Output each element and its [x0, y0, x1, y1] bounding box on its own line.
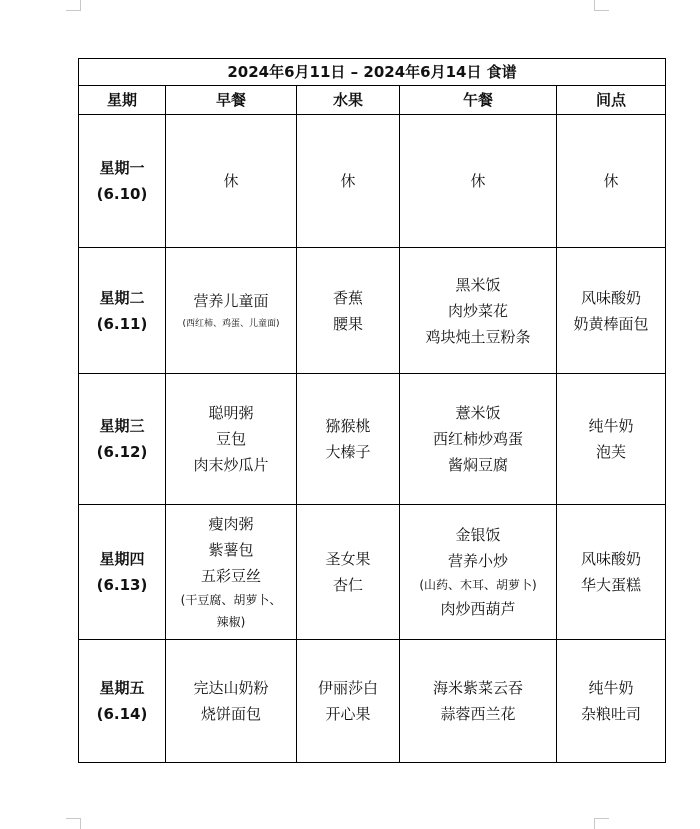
- snack-item: 奶黄棒面包: [573, 314, 649, 333]
- breakfast-cell: [166, 248, 297, 374]
- snack-item: 泡芙: [596, 443, 627, 461]
- snack-item: 华大蛋糕: [581, 576, 642, 594]
- fruit-cell: [297, 115, 400, 248]
- breakfast-cell: [166, 374, 297, 505]
- snack-item: 风味酸奶: [581, 550, 642, 568]
- lunch-item: 休: [470, 172, 486, 190]
- breakfast-item: 豆包: [215, 430, 246, 448]
- day-date: (6.10): [96, 185, 148, 203]
- fruit-item: 伊丽莎白: [317, 679, 378, 697]
- lunch-cell: [400, 640, 557, 763]
- snack-cell: [557, 505, 666, 640]
- lunch-item: 蒜蓉西兰花: [440, 705, 516, 723]
- fruit-item: 香蕉: [332, 288, 363, 307]
- snack-item: 风味酸奶: [581, 288, 642, 307]
- menu-title: 2024年6月11日 – 2024年6月14日 食谱: [79, 59, 666, 86]
- snack-item: 纯牛奶: [588, 679, 634, 697]
- snack-cell: [557, 374, 666, 505]
- breakfast-item: 肉末炒瓜片: [193, 456, 269, 474]
- day-cell: [79, 374, 166, 505]
- lunch-item: 鸡块炖土豆粉条: [425, 327, 531, 346]
- lunch-cell: [400, 248, 557, 374]
- day-cell: [79, 505, 166, 640]
- corner-mark-top-right: [594, 0, 609, 11]
- header-day: 星期: [79, 86, 166, 115]
- breakfast-note: (西红柿、鸡蛋、儿童面): [182, 318, 280, 329]
- day-name: 星期三: [99, 417, 145, 435]
- day-date: (6.14): [96, 705, 148, 723]
- day-name: 星期五: [99, 679, 145, 697]
- header-snack: 间点: [557, 86, 666, 115]
- breakfast-item: 营养儿童面: [193, 291, 269, 310]
- header-fruit: 水果: [297, 86, 400, 115]
- day-cell: [79, 248, 166, 374]
- lunch-cell: [400, 505, 557, 640]
- snack-item: 杂粮吐司: [581, 705, 642, 723]
- breakfast-item: 五彩豆丝: [200, 567, 261, 585]
- day-date: (6.12): [96, 443, 148, 461]
- table-row: [79, 115, 666, 248]
- table-row: [79, 505, 666, 640]
- day-name: 星期一: [99, 159, 145, 177]
- header-breakfast: 早餐: [166, 86, 297, 115]
- day-cell: [79, 115, 166, 248]
- breakfast-note: (干豆腐、胡萝卜、辣椒): [180, 593, 282, 629]
- fruit-cell: [297, 374, 400, 505]
- lunch-item: 营养小炒: [447, 552, 508, 570]
- fruit-cell: [297, 248, 400, 374]
- table-row: [79, 374, 666, 505]
- snack-item: 纯牛奶: [588, 417, 634, 435]
- day-date: (6.13): [96, 576, 148, 594]
- title-row: [79, 59, 666, 86]
- breakfast-item: 烧饼面包: [200, 705, 261, 723]
- breakfast-cell: [166, 115, 297, 248]
- lunch-item: 西红柿炒鸡蛋: [432, 430, 523, 448]
- header-lunch: 午餐: [400, 86, 557, 115]
- day-name: 星期四: [99, 550, 145, 568]
- fruit-item: 猕猴桃: [325, 417, 371, 435]
- fruit-cell: [297, 640, 400, 763]
- header-row: [79, 86, 666, 115]
- snack-cell: [557, 640, 666, 763]
- fruit-item: 腰果: [332, 314, 363, 333]
- day-cell: [79, 640, 166, 763]
- snack-item: 休: [603, 172, 619, 190]
- breakfast-item: 紫薯包: [208, 541, 254, 559]
- breakfast-item: 休: [223, 172, 239, 190]
- breakfast-cell: [166, 505, 297, 640]
- fruit-item: 圣女果: [325, 550, 371, 568]
- corner-mark-top-left: [66, 0, 81, 11]
- breakfast-item: 瘦肉粥: [208, 515, 254, 533]
- snack-cell: [557, 115, 666, 248]
- corner-mark-bottom-left: [66, 818, 81, 829]
- lunch-cell: [400, 115, 557, 248]
- fruit-item: 大榛子: [325, 443, 371, 461]
- lunch-item: 肉炒菜花: [447, 301, 508, 320]
- lunch-item: 肉炒西葫芦: [440, 600, 516, 618]
- breakfast-item: 完达山奶粉: [193, 679, 269, 697]
- lunch-cell: [400, 374, 557, 505]
- lunch-item: 黑米饭: [455, 275, 501, 294]
- breakfast-item: 聪明粥: [208, 404, 254, 422]
- breakfast-cell: [166, 640, 297, 763]
- fruit-item: 杏仁: [332, 576, 363, 594]
- corner-mark-bottom-right: [594, 818, 609, 829]
- table-row: [79, 640, 666, 763]
- day-date: (6.11): [96, 314, 148, 333]
- snack-cell: [557, 248, 666, 374]
- fruit-item: 休: [340, 172, 356, 190]
- lunch-item: 海米紫菜云吞: [432, 679, 523, 697]
- table-row: [79, 248, 666, 374]
- day-name: 星期二: [99, 288, 145, 307]
- fruit-item: 开心果: [325, 705, 371, 723]
- fruit-cell: [297, 505, 400, 640]
- menu-table: [78, 58, 666, 763]
- lunch-item: 薏米饭: [455, 404, 501, 422]
- lunch-item: 酱焖豆腐: [447, 456, 508, 474]
- lunch-item: 金银饭: [455, 526, 501, 544]
- lunch-note: (山药、木耳、胡萝卜): [419, 578, 537, 592]
